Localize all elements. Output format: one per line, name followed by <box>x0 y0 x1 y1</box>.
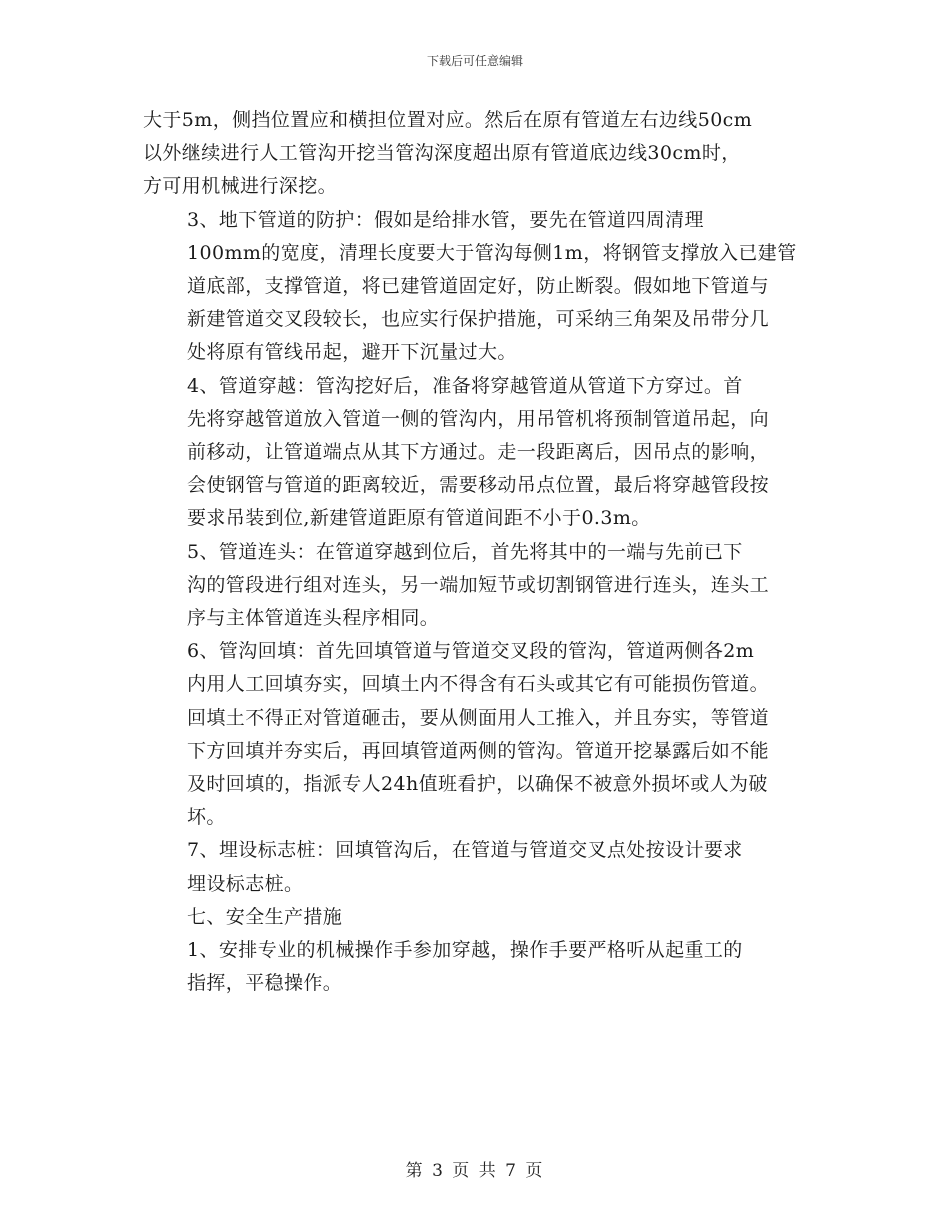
text-line: 回填土不得正对管道砸击，要从侧面用人工推入，并且夯实，等管道 <box>187 706 770 729</box>
text-line: 方可用机械进行深挖。 <box>143 175 338 198</box>
document-body <box>143 104 808 1000</box>
text-line: 埋设标志桩。 <box>187 872 304 895</box>
text-line: 七、安全生产措施 <box>187 905 343 928</box>
text-line: 沟的管段进行组对连头，另一端加短节或切割钢管进行连头，连头工 <box>187 573 770 596</box>
paragraph <box>143 536 808 636</box>
paragraph <box>143 104 808 204</box>
text-line: 处将原有管线吊起，避开下沉量过大。 <box>187 341 517 364</box>
text-line: 大于5m，侧挡位置应和横担位置对应。然后在原有管道左右边线50cm <box>143 109 753 131</box>
text-line: 以外继续进行人工管沟开挖当管沟深度超出原有管道底边线30cm时， <box>143 142 741 165</box>
text-line: 会使钢管与管道的距离较近，需要移动吊点位置，最后将穿越管段按 <box>187 474 770 497</box>
text-line: 下方回填并夯实后，再回填管道两侧的管沟。管道开挖暴露后如不能 <box>187 739 770 762</box>
text-line: 100mm的宽度，清理长度要大于管沟每侧1m，将钢管支撑放入已建管 <box>187 241 797 264</box>
paragraph <box>143 635 808 834</box>
paragraph <box>143 934 808 1000</box>
paragraph <box>143 834 808 900</box>
text-line: 新建管道交叉段较长，也应实行保护措施，可采纳三角架及吊带分几 <box>187 308 770 331</box>
text-line: 要求吊装到位,新建管道距原有管道间距不小于0.3m。 <box>187 507 651 530</box>
paragraph <box>143 370 808 536</box>
text-line: 前移动，让管道端点从其下方通过。走一段距离后，因吊点的影响， <box>187 441 770 464</box>
paragraph <box>143 901 808 934</box>
text-line: 1、安排专业的机械操作手参加穿越，操作手要严格听从起重工的 <box>187 939 743 962</box>
paragraph <box>143 204 808 370</box>
text-line: 5、管道连头：在管道穿越到位后，首先将其中的一端与先前已下 <box>187 540 743 563</box>
text-line: 3、地下管道的防护：假如是给排水管，要先在管道四周清理 <box>187 208 704 231</box>
text-line: 指挥，平稳操作。 <box>187 972 343 995</box>
page-number-footer: 第 3 页 共 7 页 <box>405 1161 545 1181</box>
page-header: 下载后可任意编辑 <box>426 54 523 68</box>
text-line: 坏。 <box>187 806 226 829</box>
text-line: 内用人工回填夯实，回填土内不得含有石头或其它有可能损伤管道。 <box>187 673 770 696</box>
text-line: 7、埋设标志桩：回填管沟后，在管道与管道交叉点处按设计要求 <box>187 839 743 862</box>
text-line: 先将穿越管道放入管道一侧的管沟内，用吊管机将预制管道吊起，向 <box>187 407 770 430</box>
text-line: 道底部，支撑管道，将已建管道固定好，防止断裂。假如地下管道与 <box>187 275 770 298</box>
text-line: 6、管沟回填：首先回填管道与管道交叉段的管沟，管道两侧各2m <box>187 640 755 663</box>
text-line: 序与主体管道连头程序相同。 <box>187 607 440 630</box>
text-line: 及时回填的，指派专人24h值班看护，以确保不被意外损坏或人为破 <box>187 773 768 796</box>
text-line: 4、管道穿越：管沟挖好后，准备将穿越管道从管道下方穿过。首 <box>187 374 743 397</box>
